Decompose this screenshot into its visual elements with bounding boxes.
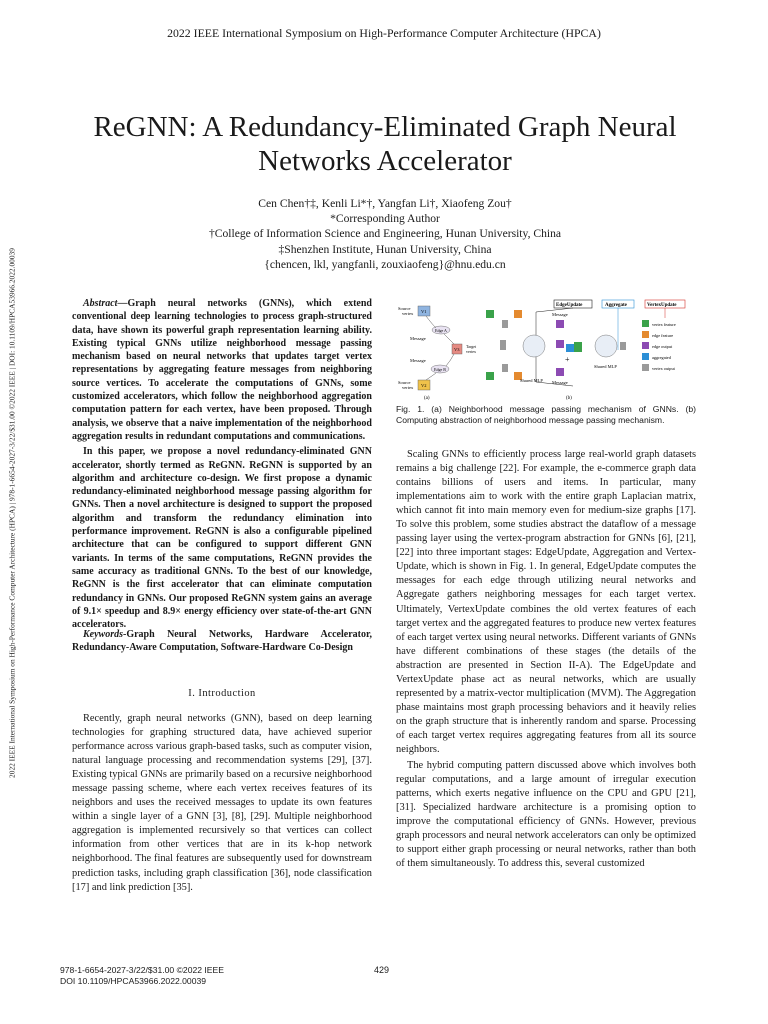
feature-gray-2 <box>502 364 508 372</box>
legend-swatch-vertex-feature <box>642 320 649 327</box>
vertex-feature-green <box>574 342 582 352</box>
legend-edge-output: edge output <box>652 344 673 349</box>
plus-symbol: + <box>565 355 570 364</box>
shared-mlp-2-icon <box>595 335 617 357</box>
introduction-body <box>72 712 372 895</box>
figure-1-caption: Fig. 1. (a) Neighborhood message passing mechanism of GNNs. (b) Computing abstraction of neighborhood message passing mechanism. <box>396 404 696 425</box>
sidebar-citation-text: 2022 IEEE International Symposium on High-Performance Computer Architecture (HPCA) | 978-1-6654-2027-3/22/$31.00 ©2022 IEEE | DOI: 10.1109/HPCA53966.2022.00039 <box>7 247 17 778</box>
legend-aggregated: aggregated <box>652 355 671 360</box>
affiliation-2: ‡Shenzhen Institute, Hunan University, China <box>278 242 492 256</box>
message-purple-2 <box>556 340 564 348</box>
affiliation-corresponding: *Corresponding Author <box>330 212 440 226</box>
abstract-paragraph-2: In this paper, we propose a novel redundancy-eliminated GNN accelerator, shortly termed as ReGNN. ReGNN is supported by an algorithm and architecture co-design. We first propose a dynamic redundancy-eliminated neighborhood message passing algorithm for GNNs. Then a novel architecture is designed to support the proposed algorithm and transform the redundancy elimination into performance improvement. ReGNN is also a configurable pipelined architecture that can be configured to support different GNN variants. In terms of the same computations, ReGNN provides the same accuracy as traditional GNNs. To the best of our knowledge, ReGNN is the first accelerator that can eliminate computation redundancy in GNNs. Our proposed ReGNN system gains an average of 9.1× speedup and 8.9× energy efficiency over state-of-the-art GNN accelerators. <box>72 446 372 631</box>
feature-orange-1 <box>514 310 522 318</box>
shared-mlp-1-icon <box>523 335 545 357</box>
abstract <box>72 297 372 633</box>
feature-green-1 <box>486 310 494 318</box>
stage-vertexupdate-label: VertexUpdate <box>647 303 677 308</box>
author-emails: {chencen, lkl, yangfanli, zouxiaofeng}@hnu.edu.cn <box>264 257 506 271</box>
legend-vertex-output: vertex output <box>652 366 675 371</box>
fig-label-message-2: Message <box>410 358 426 363</box>
vertex-v2-label: V2 <box>421 383 427 388</box>
footer-doi: DOI 10.1109/HPCA53966.2022.00039 <box>60 976 207 986</box>
fig-label-source-top: Source <box>398 306 411 311</box>
title-line-2: Networks Accelerator <box>258 145 512 177</box>
fig-label-vertex-bottom: vertex <box>402 385 414 390</box>
stage-aggregate-label: Aggregate <box>605 303 627 308</box>
legend-edge-feature: edge feature <box>652 333 674 338</box>
right-paragraph-2: The hybrid computing pattern discussed above which involves both regular computations, and a large amount of irregular execution patterns, which exerts negative influence on the CPU and GPU [21], [31]. Specialized hardware architecture is a promising option to improve the computational efficiency of GNNs. However, previous graph processors and neural network accelerators can only be optimized to support either graph processing or neural networks, rather than both of them simultaneously. To address this, several customized <box>396 760 696 870</box>
legend-swatch-vertex-output <box>642 364 649 371</box>
edge-a-label: Edge A <box>435 328 447 333</box>
legend-swatch-aggregated <box>642 353 649 360</box>
abstract-paragraph-1 <box>72 297 372 443</box>
keywords-label: Keywords <box>83 629 123 640</box>
fig-label-message-1: Message <box>410 336 426 341</box>
message-purple-1 <box>556 320 564 328</box>
figure-1 <box>396 298 696 402</box>
right-paragraph-1: Scaling GNNs to efficiently process large real-world graph datasets remains a big challenge [22]. For example, the e-commerce graph data contains billions of users and items. In particular, many implementations aim to work with the entire graph Laplacian matrix, which cannot fit into main memory even for medium-size graphs [17]. To solve this problem, some studies abstract the dataflow of a message passing layer using the vertex-program abstraction for GNNs [6], [21], [22] into three important stages: EdgeUpdate, Aggregation and Vertex-Update, which is shown in Fig. 1. In general, EdgeUpdate computes the messages for each edge through utilizing neural networks and Aggregate gathers neighboring messages for each target vertex. Ultimately, VertexUpdate combines the old vertex features of each target vertex and the aggregated features to produce new vertex features of each target vertex using neural networks. Different variants of GNNs have different combinations of these stages (the details of the abstraction are presented in Section II-A). The EdgeUpdate and VertexUpdate phase act as neural networks, which are usually represented by a matrix-vector multiplication (MVM). The Aggregation phase maintains most graph processing behaviors and it heavily relies on the graph structure that is inherently random and sparse. Processing of each target vertex requires aggregating features from all its source neighbors. <box>396 449 696 755</box>
feature-gray-3 <box>500 340 506 350</box>
abstract-label: Abstract <box>83 298 118 309</box>
fig-label-source-bottom: Source <box>398 380 411 385</box>
author-names: Cen Chen†‡, Kenli Li*†, Yangfan Li†, Xiaofeng Zou† <box>258 197 512 210</box>
fig-label-message-3: Message <box>552 312 568 317</box>
right-column-body <box>396 448 696 871</box>
vertex-v1-label: V1 <box>421 309 427 314</box>
footer-copyright <box>60 965 224 987</box>
subfig-a-label: (a) <box>424 396 430 401</box>
feature-green-2 <box>486 372 494 380</box>
stage-edgeupdate-label: EdgeUpdate <box>556 303 583 308</box>
subfig-b-label: (b) <box>566 396 572 401</box>
shared-mlp-1-label: Shared MLP <box>520 378 543 383</box>
legend-vertex-feature: vertex feature <box>652 322 676 327</box>
fig-label-target-vertex: vertex <box>466 349 476 354</box>
title-line-1: ReGNN: A Redundancy-Eliminated Graph Neural <box>93 111 677 143</box>
fig-label-target: Target <box>466 344 477 349</box>
feature-gray-1 <box>502 320 508 328</box>
keywords-text: -Graph Neural Networks, Hardware Accelerator, Redundancy-Aware Computation, Software-Hardware Co-Design <box>72 629 372 654</box>
vertex-output-gray <box>620 342 626 350</box>
shared-mlp-2-label: Shared MLP <box>594 364 617 369</box>
legend-swatch-edge-output <box>642 342 649 349</box>
abstract-text-1: —Graph neural networks (GNNs), which extend conventional deep learning technologies to process graph-structured data, have shown its powerful graph representation learning ability. Existing typical GNNs utilize neighborhood message passing mechanism based on neural networks that updates target vertex representations by aggregating feature messages from neighboring source vertices. To accelerate the computations of GNNs, some customized accelerators, which follow the neighborhood aggregation computation pattern for each vertex, have been proposed. Through analysis, we observe that a naive implementation of the neighborhood aggregation results in redundant computations and communications. <box>72 298 372 442</box>
affiliation-1: †College of Information Science and Engineering, Hunan University, China <box>208 227 562 241</box>
edge-b-label: Edge B <box>434 367 446 372</box>
legend-swatch-edge-feature <box>642 331 649 338</box>
author-block <box>100 196 670 272</box>
page-number: 429 <box>374 965 390 975</box>
footer-isbn: 978-1-6654-2027-3/22/$31.00 ©2022 IEEE <box>60 965 225 975</box>
introduction-paragraph-1: Recently, graph neural networks (GNN), based on deep learning technologies for graphing structured data, have achieved superior performance across various graph-based tasks, such as computer vision, natural language processing and recommendation systems [29], [37]. Existing typical GNNs are primarily based on a recursive neighborhood message passing scheme, where each vertex receives features of its neighbors and uses the received messages to update its own features within a single layer of a GNN [3], [8], [29]. Multiple neighborhood aggregation is implemented recursively so that vertices can collect information from other vertices that are in its k-hop network neighborhood. The final features are subsequently used for downstream prediction tasks, including graph classification [36], node classification [17] and link prediction [35]. <box>72 713 372 893</box>
message-purple-3 <box>556 368 564 376</box>
section-heading-introduction: I. Introduction <box>188 688 256 699</box>
keywords <box>72 628 372 655</box>
vertex-v3-label: V3 <box>454 347 460 352</box>
sidebar-citation <box>4 140 20 885</box>
figure-1-diagram <box>396 298 696 402</box>
fig-label-vertex-top: vertex <box>402 311 414 316</box>
conference-header: 2022 IEEE International Symposium on High-Performance Computer Architecture (HPCA) <box>167 26 601 40</box>
fig-label-message-4: Message <box>552 380 568 385</box>
paper-title <box>40 110 730 178</box>
aggregated-blue <box>566 344 574 352</box>
